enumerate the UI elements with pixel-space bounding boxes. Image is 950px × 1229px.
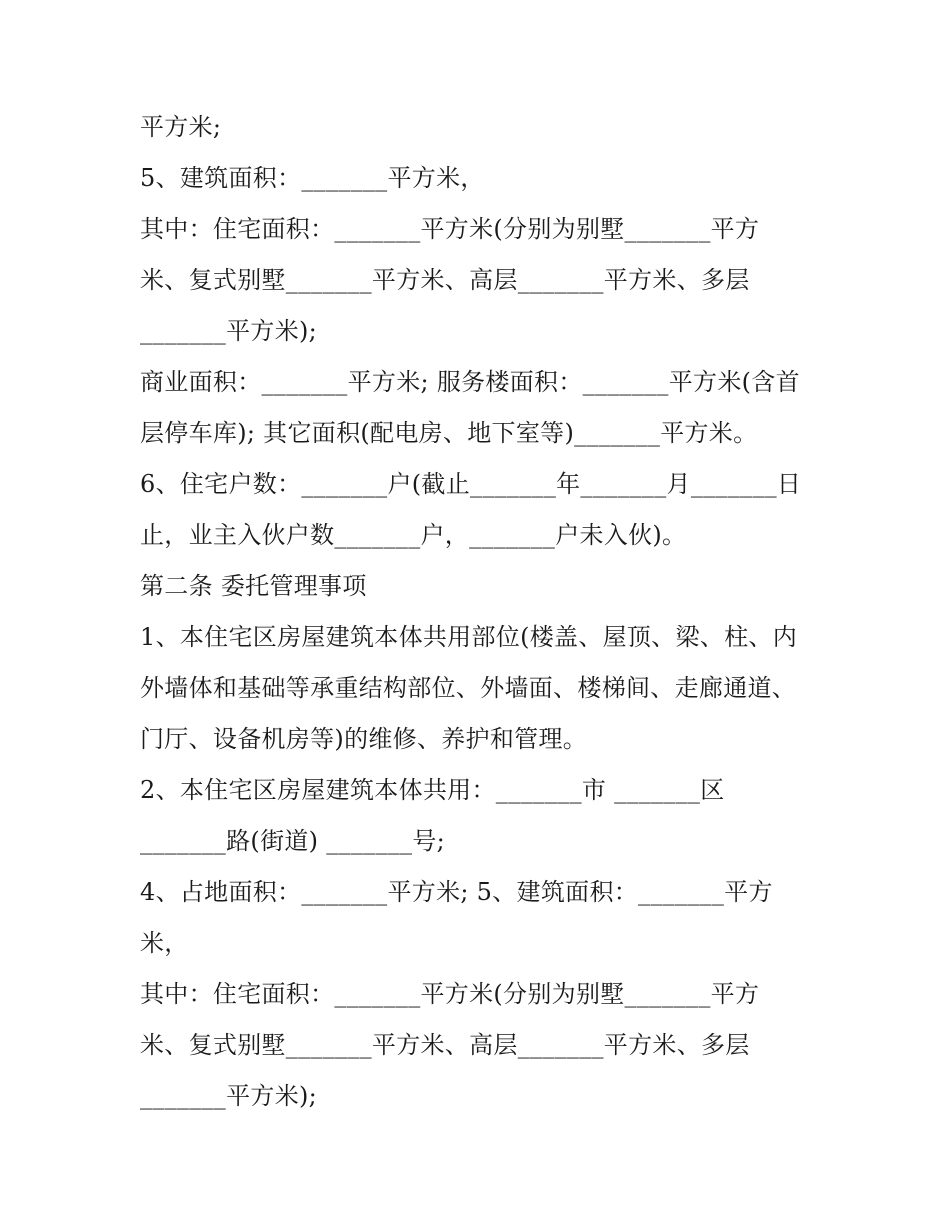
- text-line: 其中：住宅面积：_______平方米(分别为别墅_______平方: [140, 215, 760, 243]
- text-line: 外墙体和基础等承重结构部位、外墙面、楼梯间、走廊通道、: [140, 674, 797, 702]
- text-line: 米，: [140, 929, 189, 957]
- text-line: 商业面积：_______平方米; 服务楼面积：_______平方米(含首: [140, 368, 800, 396]
- text-line: 其中：住宅面积：_______平方米(分别为别墅_______平方: [140, 980, 760, 1008]
- text-line: _______平方米);: [140, 1082, 318, 1110]
- text-line: 2、本住宅区房屋建筑本体共用：_______市 _______区: [140, 776, 725, 804]
- document-body: [140, 102, 820, 1122]
- text-line: 6、住宅户数：_______户(截止_______年_______月_______日: [140, 470, 802, 498]
- section-heading: 第二条 委托管理事项: [140, 572, 367, 600]
- text-line: _______平方米);: [140, 317, 318, 345]
- text-line: 平方米;: [140, 113, 222, 141]
- text-line: 门厅、设备机房等)的维修、养护和管理。: [140, 725, 588, 753]
- text-line: _______路(街道) _______号;: [140, 827, 446, 855]
- text-line: 层停车库); 其它面积(配电房、地下室等)_______平方米。: [140, 419, 758, 447]
- text-line: 1、本住宅区房屋建筑本体共用部位(楼盖、屋顶、梁、柱、内: [140, 623, 798, 651]
- text-line: 米、复式别墅_______平方米、高层_______平方米、多层: [140, 1031, 750, 1059]
- text-line: 5、建筑面积：_______平方米，: [140, 164, 485, 192]
- text-line: 米、复式别墅_______平方米、高层_______平方米、多层: [140, 266, 750, 294]
- text-line: 4、占地面积：_______平方米; 5、建筑面积：_______平方: [140, 878, 773, 906]
- text-line: 止，业主入伙户数_______户，_______户未入伙)。: [140, 521, 687, 549]
